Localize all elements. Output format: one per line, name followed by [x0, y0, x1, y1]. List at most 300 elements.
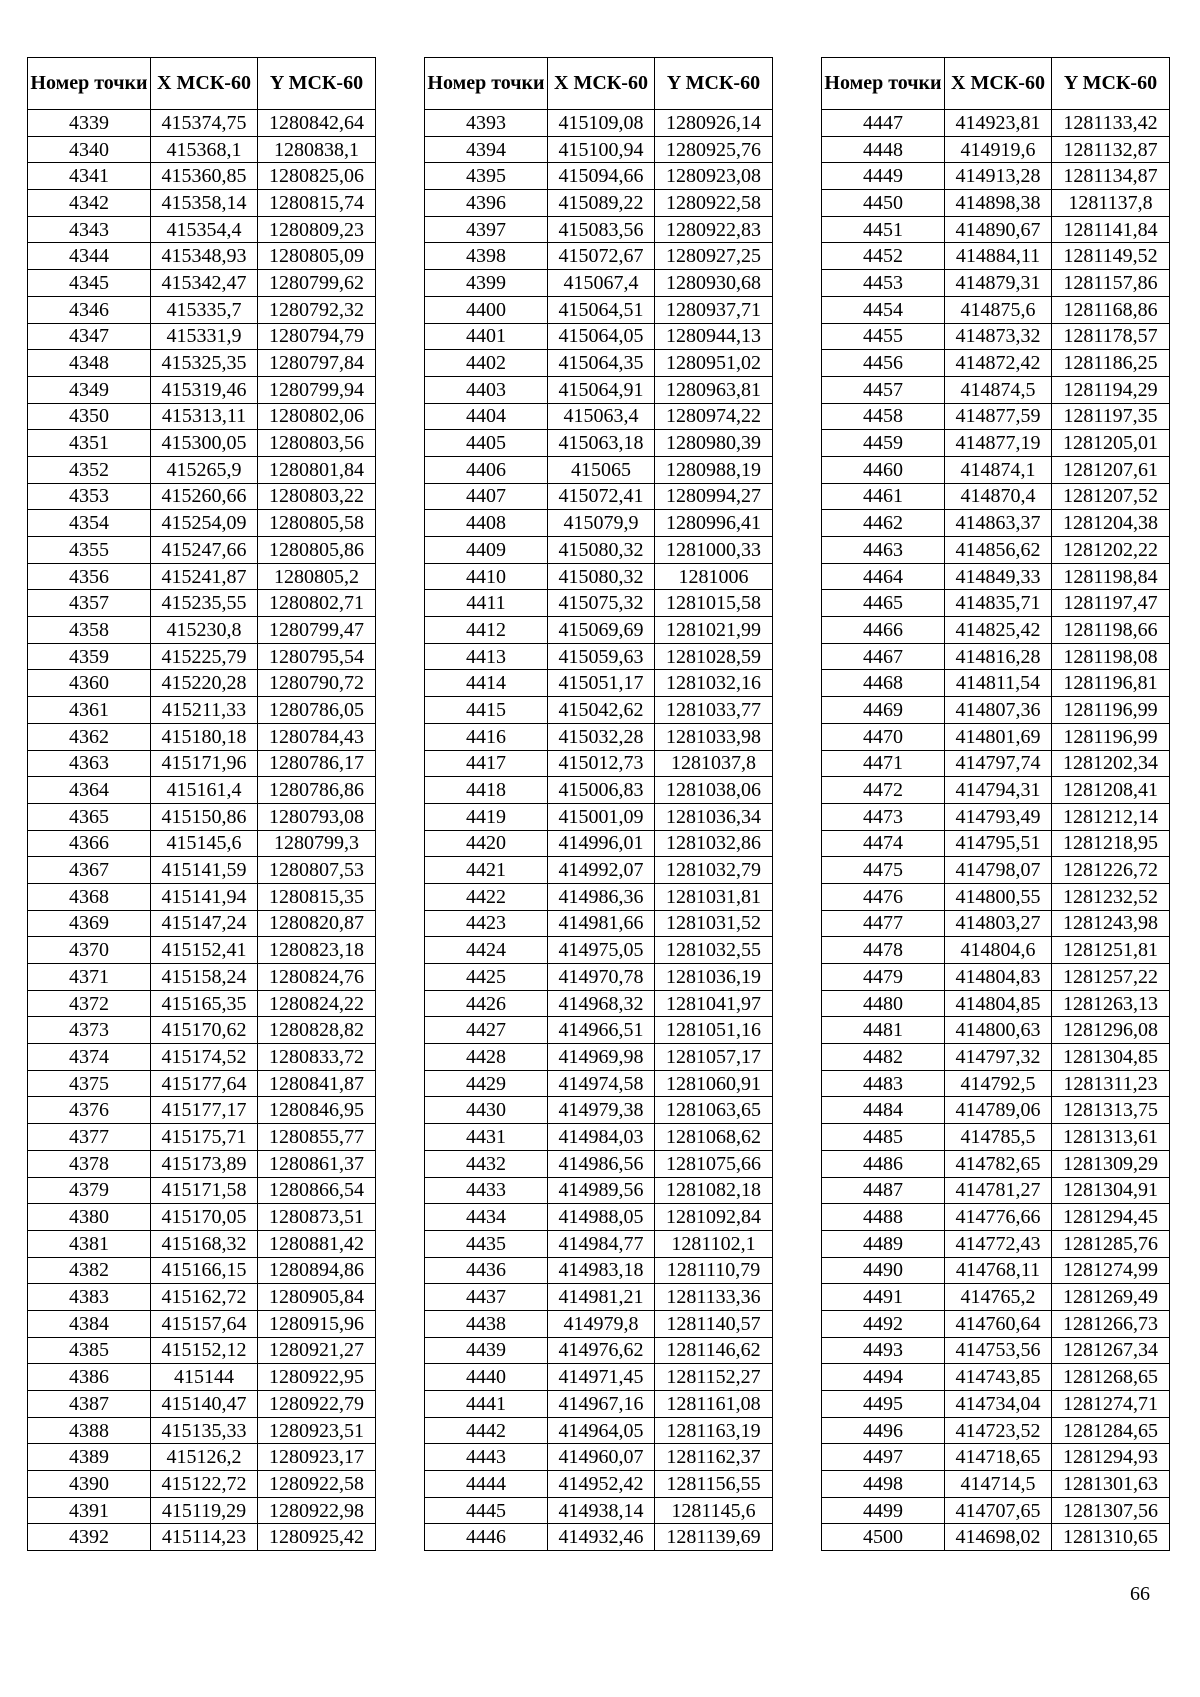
table-row — [28, 1444, 376, 1471]
header-point-number: Номер точки — [425, 58, 548, 110]
y-coordinate-cell: 1281243,98 — [1052, 910, 1170, 937]
x-coordinate-cell: 415354,4 — [151, 216, 258, 243]
table-row — [28, 964, 376, 991]
point-number-cell: 4361 — [28, 697, 151, 724]
table-row — [28, 990, 376, 1017]
table-row — [425, 617, 773, 644]
point-number-cell: 4354 — [28, 510, 151, 537]
x-coordinate-cell: 415230,8 — [151, 617, 258, 644]
y-coordinate-cell: 1281051,16 — [655, 1017, 773, 1044]
point-number-cell: 4376 — [28, 1097, 151, 1124]
x-coordinate-cell: 414968,32 — [548, 990, 655, 1017]
y-coordinate-cell: 1280802,71 — [258, 590, 376, 617]
x-coordinate-cell: 415368,1 — [151, 136, 258, 163]
point-number-cell: 4437 — [425, 1284, 548, 1311]
x-coordinate-cell: 415152,12 — [151, 1337, 258, 1364]
x-coordinate-cell: 414975,05 — [548, 937, 655, 964]
point-number-cell: 4409 — [425, 537, 548, 564]
table-row — [822, 510, 1170, 537]
y-coordinate-cell: 1281033,98 — [655, 723, 773, 750]
y-coordinate-cell: 1281163,19 — [655, 1417, 773, 1444]
x-coordinate-cell: 415313,11 — [151, 403, 258, 430]
y-coordinate-cell: 1281257,22 — [1052, 964, 1170, 991]
y-coordinate-cell: 1281146,62 — [655, 1337, 773, 1364]
x-coordinate-cell: 414807,36 — [945, 697, 1052, 724]
table-row — [28, 1364, 376, 1391]
table-row — [822, 1124, 1170, 1151]
y-coordinate-cell: 1280790,72 — [258, 670, 376, 697]
point-number-cell: 4491 — [822, 1284, 945, 1311]
x-coordinate-cell: 414792,5 — [945, 1070, 1052, 1097]
point-number-cell: 4496 — [822, 1417, 945, 1444]
page-number: 66 — [1130, 1583, 1150, 1605]
x-coordinate-cell: 414874,1 — [945, 456, 1052, 483]
x-coordinate-cell: 415065 — [548, 456, 655, 483]
table-row — [425, 643, 773, 670]
y-coordinate-cell: 1281207,61 — [1052, 456, 1170, 483]
table-row — [425, 1124, 773, 1151]
table-row — [822, 590, 1170, 617]
x-coordinate-cell: 414971,45 — [548, 1364, 655, 1391]
x-coordinate-cell: 414849,33 — [945, 563, 1052, 590]
x-coordinate-cell: 415173,89 — [151, 1150, 258, 1177]
table-row — [425, 723, 773, 750]
y-coordinate-cell: 1281268,65 — [1052, 1364, 1170, 1391]
y-coordinate-cell: 1281021,99 — [655, 617, 773, 644]
table-row — [28, 937, 376, 964]
point-number-cell: 4386 — [28, 1364, 151, 1391]
point-number-cell: 4365 — [28, 803, 151, 830]
x-coordinate-cell: 415260,66 — [151, 483, 258, 510]
x-coordinate-cell: 414776,66 — [945, 1204, 1052, 1231]
x-coordinate-cell: 415100,94 — [548, 136, 655, 163]
x-coordinate-cell: 415319,46 — [151, 376, 258, 403]
table-row — [425, 1444, 773, 1471]
y-coordinate-cell: 1280922,95 — [258, 1364, 376, 1391]
y-coordinate-cell: 1281267,34 — [1052, 1337, 1170, 1364]
table-row — [425, 403, 773, 430]
y-coordinate-cell: 1281033,77 — [655, 697, 773, 724]
y-coordinate-cell: 1280805,58 — [258, 510, 376, 537]
x-coordinate-cell: 414966,51 — [548, 1017, 655, 1044]
point-number-cell: 4474 — [822, 830, 945, 857]
x-coordinate-cell: 414960,07 — [548, 1444, 655, 1471]
point-number-cell: 4362 — [28, 723, 151, 750]
y-coordinate-cell: 1281178,57 — [1052, 323, 1170, 350]
table-row — [425, 1150, 773, 1177]
table-row — [822, 1524, 1170, 1551]
table-row — [28, 803, 376, 830]
table-row — [28, 1070, 376, 1097]
table-row — [425, 883, 773, 910]
y-coordinate-cell: 1280944,13 — [655, 323, 773, 350]
x-coordinate-cell: 414884,11 — [945, 243, 1052, 270]
y-coordinate-cell: 1281140,57 — [655, 1310, 773, 1337]
y-coordinate-cell: 1281212,14 — [1052, 803, 1170, 830]
x-coordinate-cell: 414879,31 — [945, 270, 1052, 297]
table-row — [28, 296, 376, 323]
y-coordinate-cell: 1280794,79 — [258, 323, 376, 350]
point-number-cell: 4480 — [822, 990, 945, 1017]
table-row — [28, 1044, 376, 1071]
table-row — [425, 1070, 773, 1097]
y-coordinate-cell: 1281194,29 — [1052, 376, 1170, 403]
point-number-cell: 4483 — [822, 1070, 945, 1097]
y-coordinate-cell: 1281156,55 — [655, 1471, 773, 1498]
x-coordinate-cell: 414898,38 — [945, 190, 1052, 217]
point-number-cell: 4366 — [28, 830, 151, 857]
x-coordinate-cell: 414986,36 — [548, 883, 655, 910]
table-row — [822, 643, 1170, 670]
y-coordinate-cell: 1280855,77 — [258, 1124, 376, 1151]
table-row — [822, 830, 1170, 857]
point-number-cell: 4451 — [822, 216, 945, 243]
point-number-cell: 4374 — [28, 1044, 151, 1071]
y-coordinate-cell: 1280825,06 — [258, 163, 376, 190]
point-number-cell: 4378 — [28, 1150, 151, 1177]
point-number-cell: 4426 — [425, 990, 548, 1017]
y-coordinate-cell: 1280805,86 — [258, 537, 376, 564]
y-coordinate-cell: 1281266,73 — [1052, 1310, 1170, 1337]
point-number-cell: 4456 — [822, 350, 945, 377]
y-coordinate-cell: 1280894,86 — [258, 1257, 376, 1284]
point-number-cell: 4497 — [822, 1444, 945, 1471]
table-row — [425, 510, 773, 537]
y-coordinate-cell: 1281311,23 — [1052, 1070, 1170, 1097]
x-coordinate-cell: 414983,18 — [548, 1257, 655, 1284]
y-coordinate-cell: 1281307,56 — [1052, 1497, 1170, 1524]
table-row — [822, 136, 1170, 163]
y-coordinate-cell: 1281197,35 — [1052, 403, 1170, 430]
point-number-cell: 4427 — [425, 1017, 548, 1044]
coordinates-table-2 — [424, 57, 773, 1551]
x-coordinate-cell: 415012,73 — [548, 750, 655, 777]
y-coordinate-cell: 1281304,85 — [1052, 1044, 1170, 1071]
y-coordinate-cell: 1281251,81 — [1052, 937, 1170, 964]
y-coordinate-cell: 1280996,41 — [655, 510, 773, 537]
x-coordinate-cell: 415109,08 — [548, 110, 655, 137]
x-coordinate-cell: 414979,8 — [548, 1310, 655, 1337]
x-coordinate-cell: 415161,4 — [151, 777, 258, 804]
table-row — [822, 883, 1170, 910]
point-number-cell: 4359 — [28, 643, 151, 670]
point-number-cell: 4484 — [822, 1097, 945, 1124]
y-coordinate-cell: 1281092,84 — [655, 1204, 773, 1231]
x-coordinate-cell: 415140,47 — [151, 1391, 258, 1418]
x-coordinate-cell: 414981,66 — [548, 910, 655, 937]
y-coordinate-cell: 1281060,91 — [655, 1070, 773, 1097]
y-coordinate-cell: 1281198,08 — [1052, 643, 1170, 670]
table-row — [28, 563, 376, 590]
point-number-cell: 4463 — [822, 537, 945, 564]
x-coordinate-cell: 415335,7 — [151, 296, 258, 323]
y-coordinate-cell: 1280838,1 — [258, 136, 376, 163]
y-coordinate-cell: 1281000,33 — [655, 537, 773, 564]
coordinates-table-1 — [27, 57, 376, 1551]
y-coordinate-cell: 1281285,76 — [1052, 1230, 1170, 1257]
y-coordinate-cell: 1280841,87 — [258, 1070, 376, 1097]
table-row — [425, 590, 773, 617]
y-coordinate-cell: 1281202,22 — [1052, 537, 1170, 564]
point-number-cell: 4405 — [425, 430, 548, 457]
table-row — [28, 910, 376, 937]
y-coordinate-cell: 1280805,2 — [258, 563, 376, 590]
table-row — [822, 350, 1170, 377]
table-row — [425, 1310, 773, 1337]
x-coordinate-cell: 414872,42 — [945, 350, 1052, 377]
x-coordinate-cell: 414789,06 — [945, 1097, 1052, 1124]
x-coordinate-cell: 415325,35 — [151, 350, 258, 377]
x-coordinate-cell: 414794,31 — [945, 777, 1052, 804]
x-coordinate-cell: 414986,56 — [548, 1150, 655, 1177]
point-number-cell: 4493 — [822, 1337, 945, 1364]
header-y-coordinate: Y МСК-60 — [258, 58, 376, 110]
y-coordinate-cell: 1281284,65 — [1052, 1417, 1170, 1444]
y-coordinate-cell: 1281149,52 — [1052, 243, 1170, 270]
y-coordinate-cell: 1280833,72 — [258, 1044, 376, 1071]
point-number-cell: 4349 — [28, 376, 151, 403]
table-row — [425, 190, 773, 217]
x-coordinate-cell: 414976,62 — [548, 1337, 655, 1364]
table-row — [425, 216, 773, 243]
x-coordinate-cell: 414698,02 — [945, 1524, 1052, 1551]
point-number-cell: 4403 — [425, 376, 548, 403]
y-coordinate-cell: 1281304,91 — [1052, 1177, 1170, 1204]
x-coordinate-cell: 414964,05 — [548, 1417, 655, 1444]
y-coordinate-cell: 1281031,52 — [655, 910, 773, 937]
point-number-cell: 4466 — [822, 617, 945, 644]
y-coordinate-cell: 1280846,95 — [258, 1097, 376, 1124]
x-coordinate-cell: 415177,17 — [151, 1097, 258, 1124]
x-coordinate-cell: 415064,91 — [548, 376, 655, 403]
y-coordinate-cell: 1280799,47 — [258, 617, 376, 644]
y-coordinate-cell: 1280792,32 — [258, 296, 376, 323]
table-row — [822, 1444, 1170, 1471]
table-row — [425, 1204, 773, 1231]
x-coordinate-cell: 415358,14 — [151, 190, 258, 217]
point-number-cell: 4396 — [425, 190, 548, 217]
point-number-cell: 4420 — [425, 830, 548, 857]
y-coordinate-cell: 1280925,42 — [258, 1524, 376, 1551]
y-coordinate-cell: 1280824,76 — [258, 964, 376, 991]
x-coordinate-cell: 414804,83 — [945, 964, 1052, 991]
point-number-cell: 4444 — [425, 1471, 548, 1498]
point-number-cell: 4379 — [28, 1177, 151, 1204]
point-number-cell: 4402 — [425, 350, 548, 377]
point-number-cell: 4443 — [425, 1444, 548, 1471]
point-number-cell: 4490 — [822, 1257, 945, 1284]
y-coordinate-cell: 1280809,23 — [258, 216, 376, 243]
table-row — [28, 697, 376, 724]
point-number-cell: 4399 — [425, 270, 548, 297]
y-coordinate-cell: 1280994,27 — [655, 483, 773, 510]
table-row — [425, 563, 773, 590]
table-row — [28, 190, 376, 217]
table-row — [425, 350, 773, 377]
x-coordinate-cell: 415080,32 — [548, 537, 655, 564]
y-coordinate-cell: 1280922,98 — [258, 1497, 376, 1524]
y-coordinate-cell: 1281015,58 — [655, 590, 773, 617]
x-coordinate-cell: 415220,28 — [151, 670, 258, 697]
table-row — [28, 430, 376, 457]
table-row — [822, 1204, 1170, 1231]
x-coordinate-cell: 415119,29 — [151, 1497, 258, 1524]
x-coordinate-cell: 415141,59 — [151, 857, 258, 884]
table-row — [28, 1471, 376, 1498]
point-number-cell: 4406 — [425, 456, 548, 483]
table-row — [822, 1310, 1170, 1337]
table-row — [425, 270, 773, 297]
y-coordinate-cell: 1281063,65 — [655, 1097, 773, 1124]
table-row — [425, 670, 773, 697]
y-coordinate-cell: 1281269,49 — [1052, 1284, 1170, 1311]
x-coordinate-cell: 415064,35 — [548, 350, 655, 377]
x-coordinate-cell: 415126,2 — [151, 1444, 258, 1471]
x-coordinate-cell: 415166,15 — [151, 1257, 258, 1284]
point-number-cell: 4498 — [822, 1471, 945, 1498]
x-coordinate-cell: 414743,85 — [945, 1364, 1052, 1391]
point-number-cell: 4468 — [822, 670, 945, 697]
x-coordinate-cell: 414984,03 — [548, 1124, 655, 1151]
x-coordinate-cell: 415157,64 — [151, 1310, 258, 1337]
table-row — [822, 1177, 1170, 1204]
x-coordinate-cell: 414835,71 — [945, 590, 1052, 617]
table-row — [28, 1417, 376, 1444]
point-number-cell: 4464 — [822, 563, 945, 590]
point-number-cell: 4350 — [28, 403, 151, 430]
point-number-cell: 4383 — [28, 1284, 151, 1311]
y-coordinate-cell: 1281301,63 — [1052, 1471, 1170, 1498]
x-coordinate-cell: 414863,37 — [945, 510, 1052, 537]
point-number-cell: 4438 — [425, 1310, 548, 1337]
point-number-cell: 4352 — [28, 456, 151, 483]
table-row — [822, 1230, 1170, 1257]
point-number-cell: 4392 — [28, 1524, 151, 1551]
point-number-cell: 4416 — [425, 723, 548, 750]
y-coordinate-cell: 1280922,58 — [655, 190, 773, 217]
y-coordinate-cell: 1280915,96 — [258, 1310, 376, 1337]
table-row — [822, 1044, 1170, 1071]
y-coordinate-cell: 1280799,62 — [258, 270, 376, 297]
point-number-cell: 4358 — [28, 617, 151, 644]
point-number-cell: 4364 — [28, 777, 151, 804]
y-coordinate-cell: 1281168,86 — [1052, 296, 1170, 323]
y-coordinate-cell: 1281313,61 — [1052, 1124, 1170, 1151]
table-row — [425, 937, 773, 964]
table-row — [822, 483, 1170, 510]
y-coordinate-cell: 1280974,22 — [655, 403, 773, 430]
point-number-cell: 4382 — [28, 1257, 151, 1284]
y-coordinate-cell: 1281037,8 — [655, 750, 773, 777]
y-coordinate-cell: 1281226,72 — [1052, 857, 1170, 884]
point-number-cell: 4395 — [425, 163, 548, 190]
table-row — [822, 537, 1170, 564]
point-number-cell: 4410 — [425, 563, 548, 590]
x-coordinate-cell: 415059,63 — [548, 643, 655, 670]
table-row — [822, 190, 1170, 217]
table-row — [425, 1230, 773, 1257]
x-coordinate-cell: 415175,71 — [151, 1124, 258, 1151]
table-row — [425, 750, 773, 777]
y-coordinate-cell: 1281036,19 — [655, 964, 773, 991]
x-coordinate-cell: 415064,05 — [548, 323, 655, 350]
x-coordinate-cell: 415072,41 — [548, 483, 655, 510]
point-number-cell: 4343 — [28, 216, 151, 243]
table-row — [822, 456, 1170, 483]
point-number-cell: 4355 — [28, 537, 151, 564]
x-coordinate-cell: 414874,5 — [945, 376, 1052, 403]
x-coordinate-cell: 414797,74 — [945, 750, 1052, 777]
table-row — [822, 857, 1170, 884]
coordinates-table-3 — [821, 57, 1170, 1551]
x-coordinate-cell: 415177,64 — [151, 1070, 258, 1097]
y-coordinate-cell: 1281152,27 — [655, 1364, 773, 1391]
table-row — [822, 1257, 1170, 1284]
y-coordinate-cell: 1281204,38 — [1052, 510, 1170, 537]
y-coordinate-cell: 1281139,69 — [655, 1524, 773, 1551]
point-number-cell: 4462 — [822, 510, 945, 537]
y-coordinate-cell: 1280922,79 — [258, 1391, 376, 1418]
table-row — [822, 1471, 1170, 1498]
table-row — [822, 990, 1170, 1017]
point-number-cell: 4452 — [822, 243, 945, 270]
y-coordinate-cell: 1281157,86 — [1052, 270, 1170, 297]
y-coordinate-cell: 1281310,65 — [1052, 1524, 1170, 1551]
x-coordinate-cell: 414938,14 — [548, 1497, 655, 1524]
x-coordinate-cell: 415075,32 — [548, 590, 655, 617]
x-coordinate-cell: 414952,42 — [548, 1471, 655, 1498]
x-coordinate-cell: 414734,04 — [945, 1391, 1052, 1418]
y-coordinate-cell: 1281196,99 — [1052, 723, 1170, 750]
y-coordinate-cell: 1281186,25 — [1052, 350, 1170, 377]
x-coordinate-cell: 414932,46 — [548, 1524, 655, 1551]
point-number-cell: 4500 — [822, 1524, 945, 1551]
x-coordinate-cell: 415171,58 — [151, 1177, 258, 1204]
table-row — [28, 643, 376, 670]
y-coordinate-cell: 1281006 — [655, 563, 773, 590]
x-coordinate-cell: 415300,05 — [151, 430, 258, 457]
point-number-cell: 4453 — [822, 270, 945, 297]
table-row — [28, 110, 376, 137]
x-coordinate-cell: 415089,22 — [548, 190, 655, 217]
x-coordinate-cell: 415067,4 — [548, 270, 655, 297]
table-row — [822, 403, 1170, 430]
y-coordinate-cell: 1280803,22 — [258, 483, 376, 510]
header-y-coordinate: Y МСК-60 — [655, 58, 773, 110]
y-coordinate-cell: 1280927,25 — [655, 243, 773, 270]
y-coordinate-cell: 1281294,93 — [1052, 1444, 1170, 1471]
x-coordinate-cell: 414723,52 — [945, 1417, 1052, 1444]
x-coordinate-cell: 414785,5 — [945, 1124, 1052, 1151]
point-number-cell: 4398 — [425, 243, 548, 270]
y-coordinate-cell: 1280786,05 — [258, 697, 376, 724]
point-number-cell: 4481 — [822, 1017, 945, 1044]
table-row — [425, 1017, 773, 1044]
table-row — [28, 1497, 376, 1524]
point-number-cell: 4429 — [425, 1070, 548, 1097]
y-coordinate-cell: 1281205,01 — [1052, 430, 1170, 457]
x-coordinate-cell: 414913,28 — [945, 163, 1052, 190]
table-row — [425, 136, 773, 163]
point-number-cell: 4342 — [28, 190, 151, 217]
y-coordinate-cell: 1281198,84 — [1052, 563, 1170, 590]
y-coordinate-cell: 1280815,35 — [258, 883, 376, 910]
point-number-cell: 4476 — [822, 883, 945, 910]
table-row — [28, 1177, 376, 1204]
x-coordinate-cell: 415247,66 — [151, 537, 258, 564]
y-coordinate-cell: 1280922,58 — [258, 1471, 376, 1498]
x-coordinate-cell: 414768,11 — [945, 1257, 1052, 1284]
